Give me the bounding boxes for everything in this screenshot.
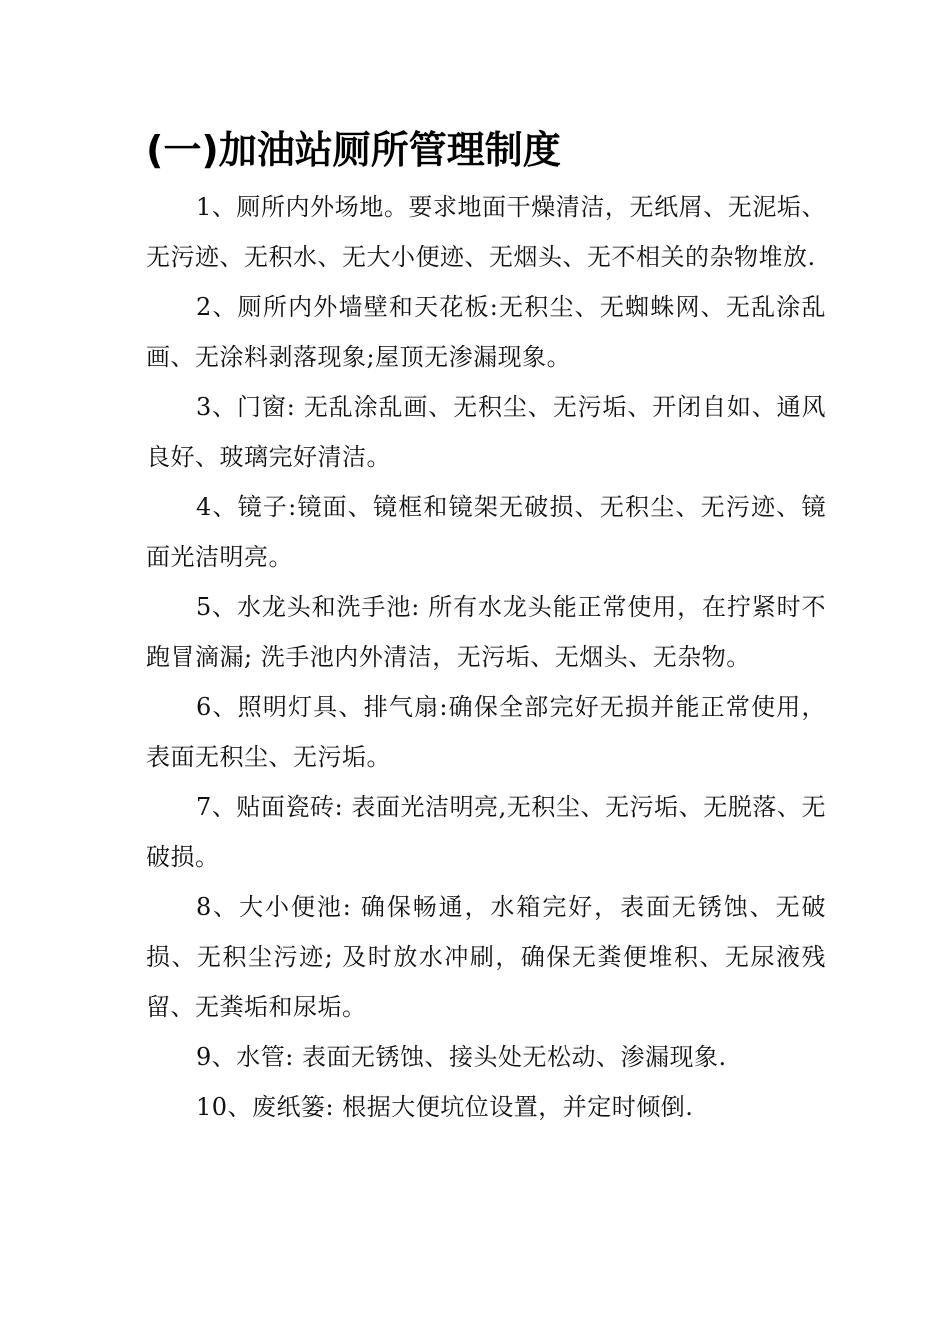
rule-item-9: 9、水管: 表面无锈蚀、接头处无松动、渗漏现象. [196,1043,727,1071]
document-body [146,118,826,1132]
rules-list [146,182,826,1132]
rule-item-8: 8、大小便池: 确保畅通，水箱完好，表面无锈蚀、无破损、无积尘污迹; 及时放水冲刷，确保无粪便堆积、无尿液残留、无粪垢和尿垢。 [146,893,826,1021]
rule-item-6: 6、照明灯具、排气扇:确保全部完好无损并能正常使用，表面无积尘、无污垢。 [146,693,826,771]
rule-item-2: 2、厕所内外墙壁和天花板:无积尘、无蜘蛛网、无乱涂乱画、无涂料剥落现象;屋顶无渗漏现象。 [146,293,826,371]
rule-item-5: 5、水龙头和洗手池: 所有水龙头能正常使用，在拧紧时不跑冒滴漏; 洗手池内外清洁，无污垢、无烟头、无杂物。 [146,593,826,671]
rule-item-7: 7、贴面瓷砖: 表面光洁明亮,无积尘、无污垢、无脱落、无破损。 [146,793,826,871]
rule-item-3: 3、门窗: 无乱涂乱画、无积尘、无污垢、开闭自如、通风良好、玻璃完好清洁。 [146,393,826,471]
rule-item-10: 10、废纸篓: 根据大便坑位设置，并定时倾倒. [196,1093,694,1121]
rule-item-1: 1、厕所内外场地。要求地面干燥清洁，无纸屑、无泥垢、无污迹、无积水、无大小便迹、无烟头、无不相关的杂物堆放. [146,193,826,271]
rule-item-4: 4、镜子:镜面、镜框和镜架无破损、无积尘、无污迹、镜面光洁明亮。 [146,493,826,571]
document-title: (一)加油站厕所管理制度 [146,128,561,172]
